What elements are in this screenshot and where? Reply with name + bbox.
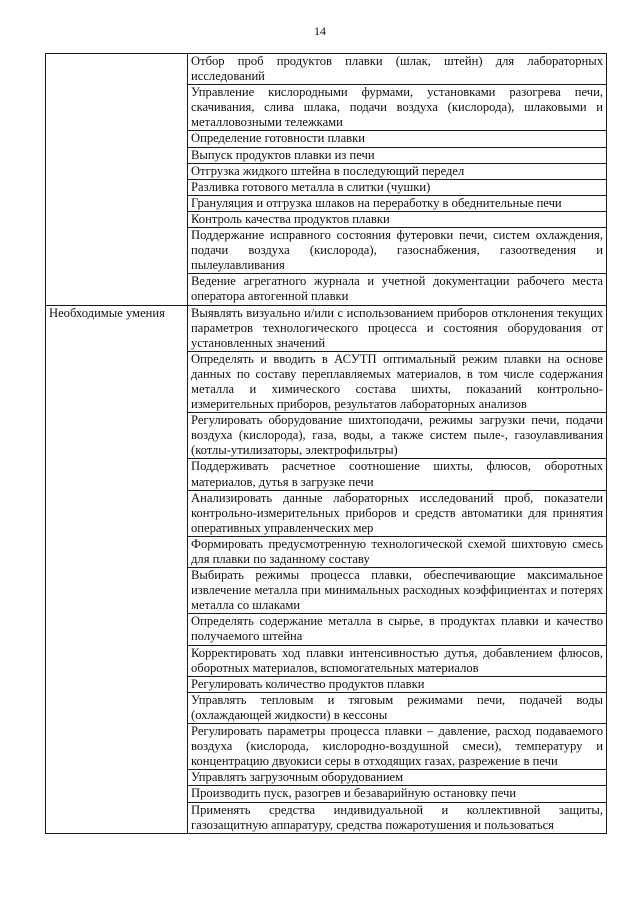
row-text: Поддерживать расчетное соотношение шихты, флюсов, оборотных материалов, дутья в загрузке печи xyxy=(188,459,607,490)
row-text: Контроль качества продуктов плавки xyxy=(188,211,607,227)
row-text: Определять и вводить в АСУТП оптимальный режим плавки на основе данных по составу переплавляемых материалов, в том числе содержания металла и химического состава шихты, показаний контрольно-измерительных приборов, результатов лабораторных анализов xyxy=(188,351,607,412)
row-text: Управлять загрузочным оборудованием xyxy=(188,770,607,786)
row-text: Выбирать режимы процесса плавки, обеспечивающие максимальное извлечение металла при минимальных расходных коэффициентах и потерях металла со шлаками xyxy=(188,568,607,614)
row-text: Корректировать ход плавки интенсивностью дутья, добавлением флюсов, оборотных материалов, вспомогательных материалов xyxy=(188,645,607,676)
row-text: Регулировать параметры процесса плавки – давление, расход подаваемого воздуха (кислорода, кислородно-воздушной смеси), температуру и концентрацию двуокиси серы в отходящих газах, разрежение в печи xyxy=(188,724,607,770)
row-text: Управление кислородными фурмами, установками разогрева печи, скачивания, слива шлака, подачи воздуха (кислорода), шлаковыми и металловозными тележками xyxy=(188,85,607,131)
row-text: Регулировать оборудование шихтоподачи, режимы загрузки печи, подачи воздуха (кислорода), газа, воды, а также систем пыле-, газоулавливания (котлы-утилизаторы, электрофильтры) xyxy=(188,413,607,459)
row-text: Разливка готового металла в слитки (чушки) xyxy=(188,179,607,195)
table-row xyxy=(46,305,607,351)
page-number: 14 xyxy=(314,24,326,38)
row-text: Формировать предусмотренную технологической схемой шихтовую смесь для плавки по заданному составу xyxy=(188,536,607,567)
row-text: Поддержание исправного состояния футеровки печи, систем охлаждения, подачи воздуха (кислорода), газоснабжения, газоотведения и пылеулавливания xyxy=(188,228,607,274)
row-text: Отбор проб продуктов плавки (шлак, штейн) для лабораторных исследований xyxy=(188,54,607,85)
section-label-skills: Необходимые умения xyxy=(46,305,188,833)
table-row xyxy=(46,54,607,85)
row-text: Выпуск продуктов плавки из печи xyxy=(188,147,607,163)
row-text: Выявлять визуально и/или с использованием приборов отклонения текущих параметров технологического процесса и состояния оборудования от установленных значений xyxy=(188,305,607,351)
row-text: Регулировать количество продуктов плавки xyxy=(188,676,607,692)
row-label xyxy=(46,54,188,306)
row-text: Отгрузка жидкого штейна в последующий передел xyxy=(188,163,607,179)
row-text: Производить пуск, разогрев и безаварийную остановку печи xyxy=(188,786,607,802)
row-text: Определение готовности плавки xyxy=(188,131,607,147)
row-text: Управлять тепловым и тяговым режимами печи, подачей воды (охлаждающей жидкости) в кессоны xyxy=(188,692,607,723)
row-text: Определять содержание металла в сырье, в продуктах плавки и качество получаемого штейна xyxy=(188,614,607,645)
row-text: Грануляция и отгрузка шлаков на переработку в обеднительные печи xyxy=(188,195,607,211)
row-text: Ведение агрегатного журнала и учетной документации рабочего места оператора автогенной плавки xyxy=(188,274,607,305)
row-text: Анализировать данные лабораторных исследований проб, показатели контрольно-измерительных приборов и средств автоматики для принятия оперативных управленческих мер xyxy=(188,490,607,536)
row-text: Применять средства индивидуальной и коллективной защиты, газозащитную аппаратуру, средства пожаротушения и пользоваться xyxy=(188,802,607,833)
competency-table xyxy=(45,53,607,834)
